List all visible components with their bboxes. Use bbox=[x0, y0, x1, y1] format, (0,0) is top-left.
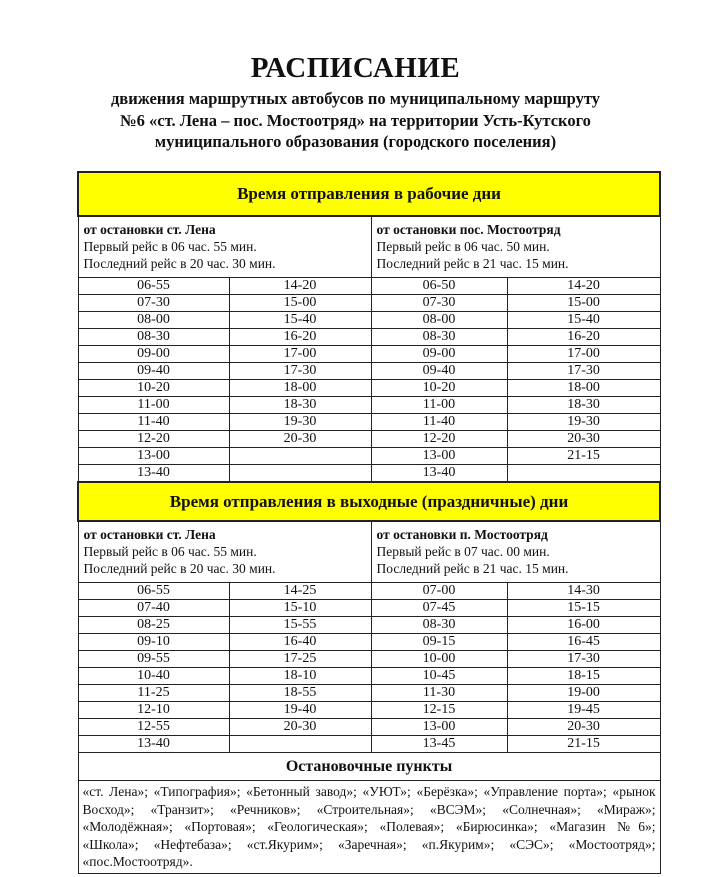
stops-list: «ст. Лена»; «Типография»; «Бетонный завод»; «УЮТ»; «Берёзка»; «Управление порта»; «рынок Восход»; «Транзит»; «Речников»; «Строительная»; «ВСЭМ»; «Солнечная»; «Мираж»; «Молодёжная»; «Портовая»; «Геологическая»; «Полевая»; «Бирюсинка»; «Магазин №6»; «Школа»; «Нефтебаза»; «ст.Якурим»; «Заречная»; «п.Якурим»; «СЭС»; «Мостоотряд»; «пос.Мостоотряд». bbox=[78, 781, 660, 874]
departure-time: 12-55 bbox=[78, 719, 229, 736]
departure-time: 13-00 bbox=[371, 448, 507, 465]
subtitle-line: №6 «ст. Лена – пос. Мостоотряд» на территории Усть-Кутского bbox=[120, 110, 591, 130]
departure-time: 11-40 bbox=[78, 414, 229, 431]
departure-time: 06-55 bbox=[78, 583, 229, 600]
table-row bbox=[78, 634, 660, 651]
page-title: РАСПИСАНИЕ bbox=[250, 52, 461, 84]
departure-time: 13-45 bbox=[371, 736, 507, 753]
weekdays-left-info bbox=[78, 216, 371, 278]
departure-time: 18-00 bbox=[507, 380, 660, 397]
departure-time: 11-00 bbox=[78, 397, 229, 414]
departure-time: 13-00 bbox=[78, 448, 229, 465]
last-trip: Последний рейс в 20 час. 30 мин. bbox=[83, 256, 276, 271]
stops-heading: Остановочные пункты bbox=[78, 753, 660, 781]
departure-time: 18-30 bbox=[507, 397, 660, 414]
weekends-info-row bbox=[78, 521, 660, 583]
departure-time: 11-00 bbox=[371, 397, 507, 414]
departure-time: 20-30 bbox=[229, 719, 371, 736]
departure-time: 07-45 bbox=[371, 600, 507, 617]
departure-time: 15-15 bbox=[507, 600, 660, 617]
stop-origin: от остановки п. Мостоотряд bbox=[376, 527, 548, 542]
subtitle-line: муниципального образования (городского поселения) bbox=[154, 132, 557, 151]
departure-time: 13-40 bbox=[78, 736, 229, 753]
departure-time: 18-15 bbox=[507, 668, 660, 685]
departure-time: 11-30 bbox=[371, 685, 507, 702]
departure-time: 17-30 bbox=[229, 363, 371, 380]
table-row bbox=[78, 702, 660, 719]
departure-time: 08-30 bbox=[78, 329, 229, 346]
departure-time: 10-20 bbox=[371, 380, 507, 397]
table-row bbox=[78, 346, 660, 363]
subtitle-line: движения маршрутных автобусов по муниципальному маршруту bbox=[110, 89, 601, 108]
last-trip: Последний рейс в 20 час. 30 мин. bbox=[83, 561, 276, 576]
schedule-table-wrap bbox=[77, 171, 659, 874]
departure-time: 18-10 bbox=[229, 668, 371, 685]
departure-time: 12-20 bbox=[78, 431, 229, 448]
departure-time: 07-00 bbox=[371, 583, 507, 600]
departure-time: 06-50 bbox=[371, 278, 507, 295]
departure-time: 09-00 bbox=[371, 346, 507, 363]
first-trip: Первый рейс в 06 час. 50 мин. bbox=[376, 239, 550, 254]
departure-time: 08-00 bbox=[78, 312, 229, 329]
departure-time bbox=[229, 736, 371, 753]
departure-time bbox=[507, 465, 660, 483]
departure-time: 15-00 bbox=[507, 295, 660, 312]
weekends-right-info bbox=[371, 521, 660, 583]
departure-time bbox=[229, 465, 371, 483]
weekdays-right-info bbox=[371, 216, 660, 278]
departure-time: 15-40 bbox=[229, 312, 371, 329]
table-row bbox=[78, 363, 660, 380]
departure-time: 06-55 bbox=[78, 278, 229, 295]
departure-time: 16-20 bbox=[507, 329, 660, 346]
departure-time: 16-40 bbox=[229, 634, 371, 651]
departure-time: 13-40 bbox=[371, 465, 507, 483]
departure-time: 21-15 bbox=[507, 736, 660, 753]
departure-time: 12-20 bbox=[371, 431, 507, 448]
last-trip: Последний рейс в 21 час. 15 мин. bbox=[376, 561, 569, 576]
table-row bbox=[78, 414, 660, 431]
departure-time: 21-15 bbox=[507, 448, 660, 465]
departure-time: 09-40 bbox=[371, 363, 507, 380]
weekdays-info-row bbox=[78, 216, 660, 278]
stop-origin: от остановки пос. Мостоотряд bbox=[376, 222, 561, 237]
departure-time: 08-00 bbox=[371, 312, 507, 329]
first-trip: Первый рейс в 06 час. 55 мин. bbox=[83, 239, 257, 254]
departure-time: 07-30 bbox=[371, 295, 507, 312]
table-row bbox=[78, 651, 660, 668]
table-row bbox=[78, 380, 660, 397]
departure-time: 11-40 bbox=[371, 414, 507, 431]
departure-time: 09-55 bbox=[78, 651, 229, 668]
stops-row bbox=[78, 781, 660, 874]
departure-time: 16-45 bbox=[507, 634, 660, 651]
table-row bbox=[78, 668, 660, 685]
weekends-heading-row bbox=[78, 482, 660, 521]
departure-time: 16-00 bbox=[507, 617, 660, 634]
table-row bbox=[78, 465, 660, 483]
departure-time: 09-40 bbox=[78, 363, 229, 380]
departure-time: 13-40 bbox=[78, 465, 229, 483]
departure-time: 15-10 bbox=[229, 600, 371, 617]
last-trip: Последний рейс в 21 час. 15 мин. bbox=[376, 256, 569, 271]
departure-time: 10-45 bbox=[371, 668, 507, 685]
departure-time: 19-30 bbox=[507, 414, 660, 431]
departure-time: 18-30 bbox=[229, 397, 371, 414]
first-trip: Первый рейс в 07 час. 00 мин. bbox=[376, 544, 550, 559]
departure-time: 09-15 bbox=[371, 634, 507, 651]
table-row bbox=[78, 736, 660, 753]
departure-time: 19-45 bbox=[507, 702, 660, 719]
departure-time: 19-30 bbox=[229, 414, 371, 431]
table-row bbox=[78, 719, 660, 736]
departure-time: 15-40 bbox=[507, 312, 660, 329]
departure-time: 10-00 bbox=[371, 651, 507, 668]
table-row bbox=[78, 583, 660, 600]
departure-time: 19-00 bbox=[507, 685, 660, 702]
table-row bbox=[78, 329, 660, 346]
departure-time: 12-10 bbox=[78, 702, 229, 719]
table-row bbox=[78, 278, 660, 295]
departure-time: 18-55 bbox=[229, 685, 371, 702]
departure-time bbox=[229, 448, 371, 465]
departure-time: 10-40 bbox=[78, 668, 229, 685]
weekdays-heading: Время отправления в рабочие дни bbox=[78, 172, 660, 216]
departure-time: 07-30 bbox=[78, 295, 229, 312]
departure-time: 08-25 bbox=[78, 617, 229, 634]
departure-time: 14-20 bbox=[507, 278, 660, 295]
departure-time: 19-40 bbox=[229, 702, 371, 719]
departure-time: 18-00 bbox=[229, 380, 371, 397]
departure-time: 20-30 bbox=[229, 431, 371, 448]
departure-time: 12-15 bbox=[371, 702, 507, 719]
departure-time: 20-30 bbox=[507, 431, 660, 448]
weekends-left-info bbox=[78, 521, 371, 583]
table-row bbox=[78, 295, 660, 312]
table-row bbox=[78, 397, 660, 414]
departure-time: 15-55 bbox=[229, 617, 371, 634]
table-row bbox=[78, 448, 660, 465]
table-row bbox=[78, 685, 660, 702]
departure-time: 16-20 bbox=[229, 329, 371, 346]
weekdays-heading-row bbox=[78, 172, 660, 216]
departure-time: 14-25 bbox=[229, 583, 371, 600]
stops-heading-row bbox=[78, 753, 660, 781]
departure-time: 14-20 bbox=[229, 278, 371, 295]
departure-time: 17-30 bbox=[507, 363, 660, 380]
departure-time: 09-00 bbox=[78, 346, 229, 363]
departure-time: 20-30 bbox=[507, 719, 660, 736]
departure-time: 17-00 bbox=[507, 346, 660, 363]
departure-time: 17-25 bbox=[229, 651, 371, 668]
departure-time: 08-30 bbox=[371, 617, 507, 634]
stop-origin: от остановки ст. Лена bbox=[83, 222, 216, 237]
departure-time: 17-30 bbox=[507, 651, 660, 668]
departure-time: 17-00 bbox=[229, 346, 371, 363]
table-row bbox=[78, 312, 660, 329]
table-row bbox=[78, 600, 660, 617]
departure-time: 08-30 bbox=[371, 329, 507, 346]
departure-time: 09-10 bbox=[78, 634, 229, 651]
departure-time: 11-25 bbox=[78, 685, 229, 702]
schedule-table bbox=[77, 171, 661, 874]
subtitle bbox=[40, 88, 671, 153]
weekends-heading: Время отправления в выходные (праздничные) дни bbox=[78, 482, 660, 521]
first-trip: Первый рейс в 06 час. 55 мин. bbox=[83, 544, 257, 559]
table-row bbox=[78, 617, 660, 634]
table-row bbox=[78, 431, 660, 448]
departure-time: 13-00 bbox=[371, 719, 507, 736]
departure-time: 14-30 bbox=[507, 583, 660, 600]
departure-time: 07-40 bbox=[78, 600, 229, 617]
departure-time: 15-00 bbox=[229, 295, 371, 312]
departure-time: 10-20 bbox=[78, 380, 229, 397]
stop-origin: от остановки ст. Лена bbox=[83, 527, 216, 542]
